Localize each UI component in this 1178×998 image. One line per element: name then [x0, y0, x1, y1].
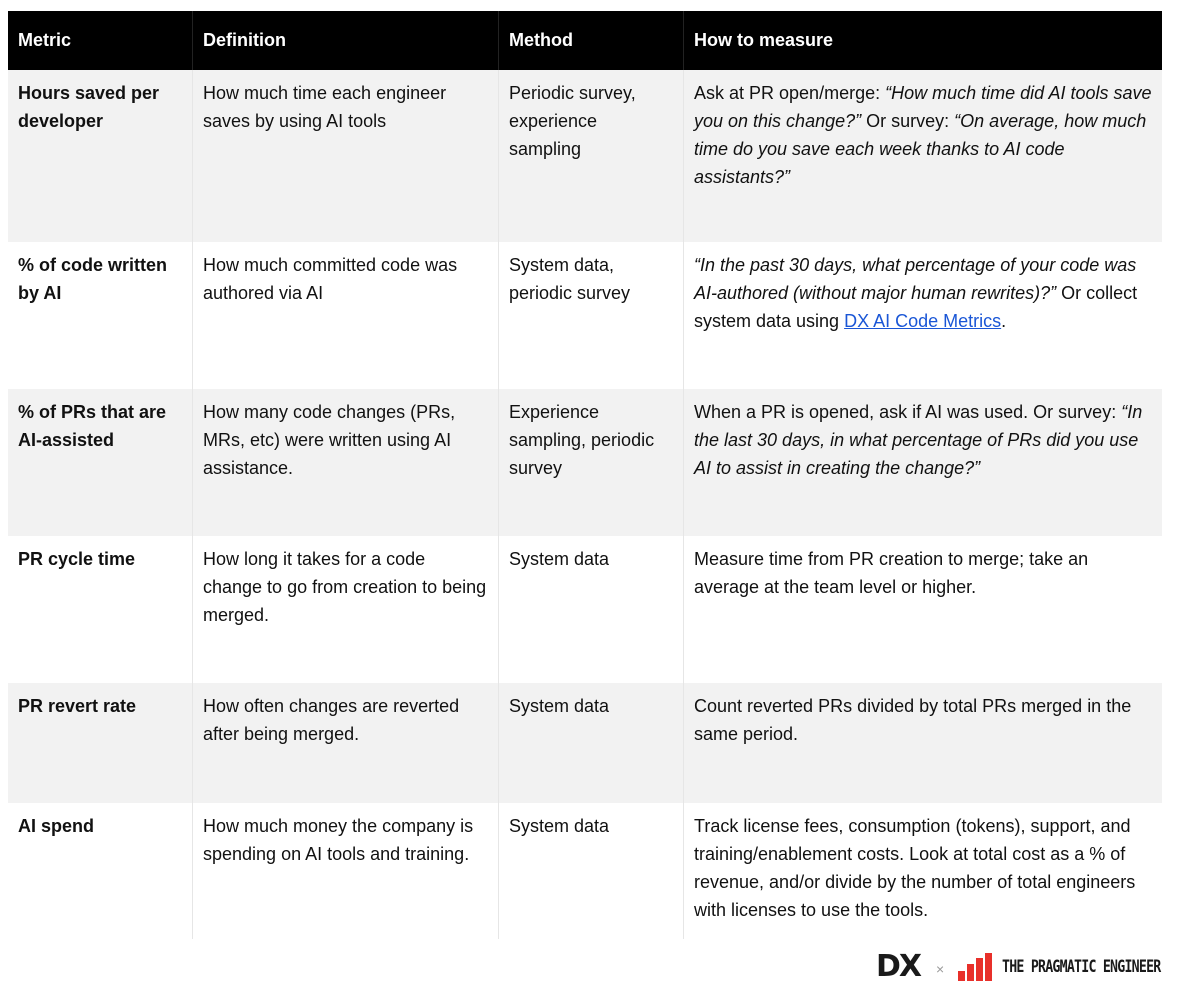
table-row — [8, 242, 1162, 389]
how-to-measure-cell: Count reverted PRs divided by total PRs merged in the same period. — [683, 683, 1162, 803]
table-row — [8, 803, 1162, 939]
metric-cell: Hours saved per developer — [18, 83, 160, 131]
header-how-to-measure: How to measure — [683, 11, 1162, 70]
footer-logos — [876, 950, 1172, 984]
definition-cell: How often changes are reverted after being merged. — [192, 683, 498, 803]
pragmatic-engineer-bars-icon — [958, 953, 994, 981]
table-header — [8, 11, 1162, 70]
header-definition: Definition — [192, 11, 498, 70]
method-cell: System data — [498, 536, 683, 683]
method-cell: System data — [498, 803, 683, 939]
method-cell: Periodic survey, experience sampling — [498, 70, 683, 242]
how-to-measure-cell — [683, 389, 1162, 536]
metrics-table — [8, 11, 1162, 939]
survey-question: “On average, how much time do you save each week thanks to AI code assistants?” — [694, 111, 1147, 187]
how-text: When a PR is opened, ask if AI was used. Or survey: — [694, 402, 1122, 422]
how-text: Or collect system data using — [694, 283, 1138, 331]
table-row — [8, 70, 1162, 242]
dx-logo: DX — [876, 949, 921, 984]
table-row — [8, 683, 1162, 803]
definition-cell: How much money the company is spending on AI tools and training. — [192, 803, 498, 939]
metric-cell: PR cycle time — [18, 549, 136, 569]
how-to-measure-cell: Track license fees, consumption (tokens), support, and training/enablement costs. Look at total cost as a % of revenue, and/or divide by the number of total engineers with licenses to use the tools. — [683, 803, 1162, 939]
method-cell: System data, periodic survey — [498, 242, 683, 389]
survey-question: “In the last 30 days, in what percentage of PRs did you use AI to assist in creating the change?” — [694, 402, 1143, 478]
metric-cell: % of PRs that are AI-assisted — [18, 402, 167, 450]
table-row — [8, 389, 1162, 536]
definition-cell: How long it takes for a code change to go from creation to being merged. — [192, 536, 498, 683]
how-text: Or survey: — [861, 111, 955, 131]
definition-cell: How many code changes (PRs, MRs, etc) were written using AI assistance. — [192, 389, 498, 536]
method-cell: Experience sampling, periodic survey — [498, 389, 683, 536]
method-cell: System data — [498, 683, 683, 803]
metric-cell: % of code written by AI — [18, 255, 168, 303]
pragmatic-engineer-logo: THE PRAGMATIC ENGINEER — [1002, 957, 1161, 977]
table-row — [8, 536, 1162, 683]
metric-cell: PR revert rate — [18, 696, 137, 716]
metric-cell: AI spend — [18, 816, 95, 836]
how-to-measure-cell — [683, 242, 1162, 389]
times-separator: × — [936, 961, 945, 977]
survey-question: “In the past 30 days, what percentage of your code was AI-authored (without major human rewrites)?” — [694, 255, 1137, 303]
header-metric: Metric — [18, 30, 72, 50]
how-to-measure-cell — [683, 70, 1162, 242]
survey-question: “How much time did AI tools save you on this change?” — [694, 83, 1152, 131]
how-text: . — [1001, 311, 1007, 331]
dx-ai-code-metrics-link[interactable]: DX AI Code Metrics — [844, 311, 1002, 331]
how-to-measure-cell: Measure time from PR creation to merge; take an average at the team level or higher. — [683, 536, 1162, 683]
definition-cell: How much committed code was authored via AI — [192, 242, 498, 389]
how-text: Ask at PR open/merge: — [694, 83, 886, 103]
definition-cell: How much time each engineer saves by using AI tools — [192, 70, 498, 242]
header-method: Method — [498, 11, 683, 70]
